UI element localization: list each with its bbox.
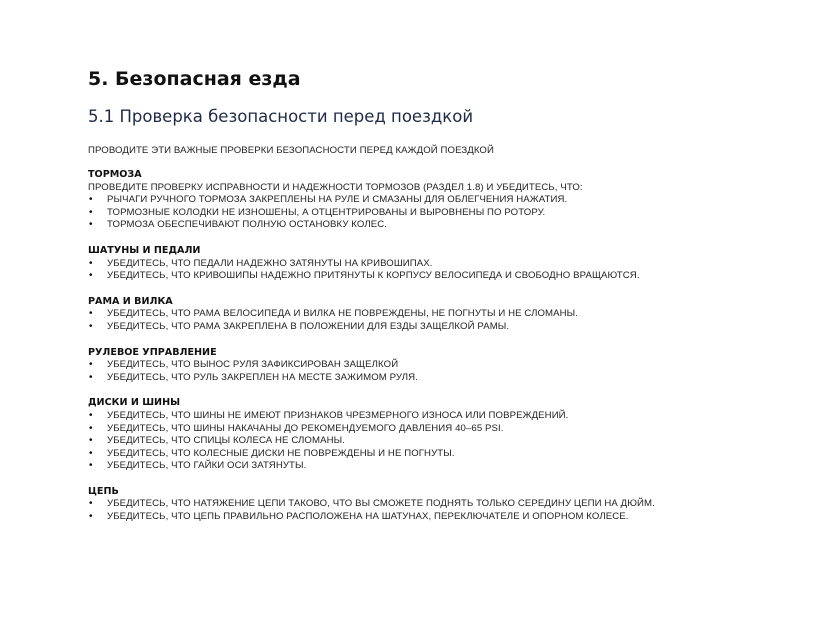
bullet-list	[88, 194, 788, 232]
bullet-icon: •	[89, 359, 93, 371]
list-item-text: УБЕДИТЕСЬ, ЧТО СПИЦЫ КОЛЕСА НЕ СЛОМАНЫ.	[107, 435, 345, 447]
bullet-icon: •	[89, 435, 93, 447]
list-item-text: РЫЧАГИ РУЧНОГО ТОРМОЗА ЗАКРЕПЛЕНЫ НА РУЛЕ И СМАЗАНЫ ДЛЯ ОБЛЕГЧЕНИЯ НАЖАТИЯ.	[107, 194, 568, 206]
group-heading: ШАТУНЫ И ПЕДАЛИ	[88, 244, 201, 256]
list-item-text: УБЕДИТЕСЬ, ЧТО РАМА ВЕЛОСИПЕДА И ВИЛКА НЕ ПОВРЕЖДЕНЫ, НЕ ПОГНУТЫ И НЕ СЛОМАНЫ.	[107, 308, 579, 320]
bullet-list	[88, 410, 788, 473]
list-item-text: УБЕДИТЕСЬ, ЧТО ШИНЫ НАКАЧАНЫ ДО РЕКОМЕНДУЕМОГО ДАВЛЕНИЯ 40–65 PSI.	[107, 422, 504, 434]
list-item-text: ТОРМОЗА ОБЕСПЕЧИВАЮТ ПОЛНУЮ ОСТАНОВКУ КОЛЕС.	[107, 219, 388, 231]
list-item-text: УБЕДИТЕСЬ, ЧТО РАМА ЗАКРЕПЛЕНА В ПОЛОЖЕНИИ ДЛЯ ЕЗДЫ ЗАЩЕЛКОЙ РАМЫ.	[107, 320, 510, 332]
group-heading: ДИСКИ И ШИНЫ	[88, 397, 181, 409]
bullet-icon: •	[89, 308, 93, 320]
list-item	[88, 410, 788, 423]
intro-text: ПРОВОДИТЕ ЭТИ ВАЖНЫЕ ПРОВЕРКИ БЕЗОПАСНОСТИ ПЕРЕД КАЖДОЙ ПОЕЗДКОЙ	[88, 145, 494, 156]
list-item	[88, 258, 788, 271]
bullet-icon: •	[89, 447, 93, 459]
group-heading: РАМА И ВИЛКА	[88, 295, 173, 307]
bullet-list	[88, 308, 788, 333]
list-item-text: УБЕДИТЕСЬ, ЧТО ВЫНОС РУЛЯ ЗАФИКСИРОВАН ЗАЩЕЛКОЙ	[107, 359, 399, 371]
list-item	[88, 359, 788, 372]
bullet-list	[88, 498, 788, 523]
bullet-icon: •	[89, 270, 93, 282]
bullet-icon: •	[89, 320, 93, 332]
list-item-text: ТОРМОЗНЫЕ КОЛОДКИ НЕ ИЗНОШЕНЫ, А ОТЦЕНТРИРОВАНЫ И ВЫРОВНЕНЫ ПО РОТОРУ.	[107, 206, 546, 218]
list-item-text: УБЕДИТЕСЬ, ЧТО ШИНЫ НЕ ИМЕЮТ ПРИЗНАКОВ ЧРЕЗМЕРНОГО ИЗНОСА ИЛИ ПОВРЕЖДЕНИЙ.	[107, 409, 569, 421]
list-item-text: УБЕДИТЕСЬ, ЧТО ПЕДАЛИ НАДЕЖНО ЗАТЯНУТЫ НА КРИВОШИПАХ.	[107, 257, 433, 269]
bullet-icon: •	[89, 371, 93, 383]
list-item	[88, 270, 788, 283]
group-steering	[88, 347, 788, 385]
list-item	[88, 435, 788, 448]
bullet-icon: •	[89, 194, 93, 206]
list-item	[88, 423, 788, 436]
list-item-text: УБЕДИТЕСЬ, ЧТО РУЛЬ ЗАКРЕПЛЕН НА МЕСТЕ ЗАЖИМОМ РУЛЯ.	[107, 371, 418, 383]
group-wheels-tires	[88, 397, 788, 473]
group-cranks-pedals	[88, 245, 788, 283]
list-item	[88, 219, 788, 232]
list-item	[88, 321, 788, 334]
bullet-icon: •	[89, 206, 93, 218]
chapter-title: 5. Безопасная езда	[88, 68, 301, 90]
bullet-list	[88, 258, 788, 283]
document-page	[88, 66, 788, 524]
bullet-icon: •	[89, 219, 93, 231]
group-frame-fork	[88, 296, 788, 334]
bullet-icon: •	[89, 409, 93, 421]
list-item-text: УБЕДИТЕСЬ, ЧТО КРИВОШИПЫ НАДЕЖНО ПРИТЯНУТЫ К КОРПУСУ ВЕЛОСИПЕДА И СВОБОДНО ВРАЩАЮТСЯ.	[107, 270, 640, 282]
group-heading: ЦЕПЬ	[88, 485, 119, 497]
list-item	[88, 460, 788, 473]
group-lead-text: ПРОВЕДИТЕ ПРОВЕРКУ ИСПРАВНОСТИ И НАДЕЖНОСТИ ТОРМОЗОВ (РАЗДЕЛ 1.8) И УБЕДИТЕСЬ, ЧТО:	[88, 181, 583, 193]
group-chain	[88, 486, 788, 524]
list-item-text: УБЕДИТЕСЬ, ЧТО ГАЙКИ ОСИ ЗАТЯНУТЫ.	[107, 460, 307, 472]
group-brakes	[88, 169, 788, 232]
bullet-icon: •	[89, 422, 93, 434]
bullet-icon: •	[89, 498, 93, 510]
list-item-text: УБЕДИТЕСЬ, ЧТО ЦЕПЬ ПРАВИЛЬНО РАСПОЛОЖЕНА НА ШАТУНАХ, ПЕРЕКЛЮЧАТЕЛЕ И ОПОРНОМ КОЛЕСЕ.	[107, 511, 629, 523]
group-heading: РУЛЕВОЕ УПРАВЛЕНИЕ	[88, 346, 217, 358]
list-item-text: УБЕДИТЕСЬ, ЧТО НАТЯЖЕНИЕ ЦЕПИ ТАКОВО, ЧТО ВЫ СМОЖЕТЕ ПОДНЯТЬ ТОЛЬКО СЕРЕДИНУ ЦЕПИ НА ДЮЙМ.	[107, 498, 655, 510]
bullet-list	[88, 359, 788, 384]
bullet-icon: •	[89, 511, 93, 523]
list-item	[88, 207, 788, 220]
list-item	[88, 498, 788, 511]
group-heading: ТОРМОЗА	[88, 169, 142, 180]
list-item	[88, 194, 788, 207]
list-item-text: УБЕДИТЕСЬ, ЧТО КОЛЕСНЫЕ ДИСКИ НЕ ПОВРЕЖДЕНЫ И НЕ ПОГНУТЫ.	[107, 447, 455, 459]
list-item	[88, 448, 788, 461]
bullet-icon: •	[89, 257, 93, 269]
section-title: 5.1 Проверка безопасности перед поездкой	[88, 107, 474, 126]
list-item	[88, 308, 788, 321]
bullet-icon: •	[89, 460, 93, 472]
list-item	[88, 372, 788, 385]
list-item	[88, 511, 788, 524]
